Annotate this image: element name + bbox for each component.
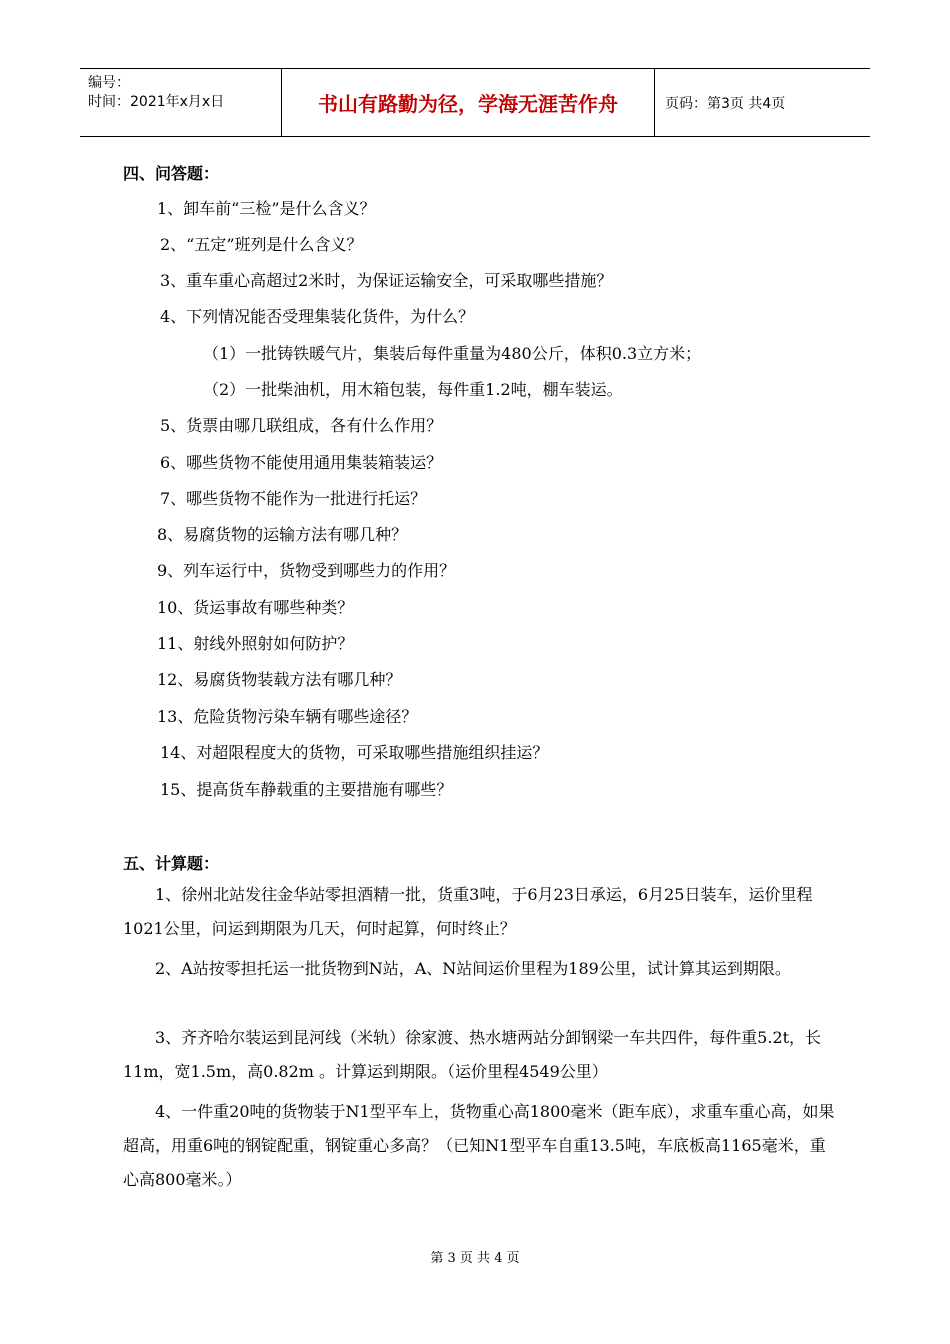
page-header [80,68,870,137]
qa-item: 10、货运事故有哪些种类？ [157,598,354,617]
number-label: 编号： [88,75,130,91]
section-title-calc: 五、计算题： [123,854,220,873]
calc-item: 2、A站按零担托运一批货物到N站，A、N站间运价里程为189公里，试计算其运到期限。 [155,959,791,978]
page-footer: 第 3 页 共 4 页 [430,1251,520,1266]
time-label: 时间：2021年x月x日 [88,94,225,110]
qa-item: 2、“五定”班列是什么含义？ [160,235,363,254]
qa-item: 15、提高货车静载重的主要措施有哪些？ [160,780,453,799]
section-title-qa: 四、问答题： [123,164,220,183]
qa-item: 11、射线外照射如何防护？ [157,634,354,653]
qa-item: 3、重车重心高超过2米时，为保证运输安全，可采取哪些措施？ [160,271,613,290]
calc-item: 4、一件重20吨的货物装于N1型平车上，货物重心高1800毫米（距车底），求重车重心高，如果超高，用重6吨的钢锭配重，钢锭重心多高？（已知N1型平车自重13.5吨，车底板高1165毫米，重心高800毫米。） [123,1102,835,1189]
qa-item: 7、哪些货物不能作为一批进行托运？ [160,489,427,508]
qa-item: 4、下列情况能否受理集装化货件，为什么？ [160,307,475,326]
qa-subitem: （2）一批柴油机，用木箱包装，每件重1.2吨，棚车装运。 [203,380,623,399]
header-motto: 书山有路勤为径，学海无涯苦作舟 [282,69,655,136]
qa-item: 13、危险货物污染车辆有哪些途径？ [157,707,418,726]
calc-item: 1、徐州北站发往金华站零担酒精一批，货重3吨，于6月23日承运，6月25日装车，运价里程1021公里，问运到期限为几天，何时起算，何时终止？ [123,885,813,938]
qa-item: 5、货票由哪几联组成，各有什么作用？ [160,416,443,435]
qa-item: 6、哪些货物不能使用通用集装箱装运？ [160,453,443,472]
qa-item: 1、卸车前“三检”是什么含义？ [157,199,376,218]
header-meta [80,69,282,136]
qa-subitem: （1）一批铸铁暖气片，集装后每件重量为480公斤，体积0.3立方米； [203,344,702,363]
qa-item: 9、列车运行中，货物受到哪些力的作用？ [157,561,456,580]
header-page-info: 页码：第3页 共4页 [665,95,786,112]
calc-item: 3、齐齐哈尔装运到昆河线（米轨）徐家渡、热水塘两站分卸钢梁一车共四件，每件重5.2t，长11m，宽1.5m，高0.82m 。计算运到期限。（运价里程4549公里） [123,1028,822,1081]
qa-item: 12、易腐货物装载方法有哪几种？ [157,670,402,689]
qa-item: 14、对超限程度大的货物，可采取哪些措施组织挂运？ [160,743,549,762]
qa-item: 8、易腐货物的运输方法有哪几种？ [157,525,408,544]
